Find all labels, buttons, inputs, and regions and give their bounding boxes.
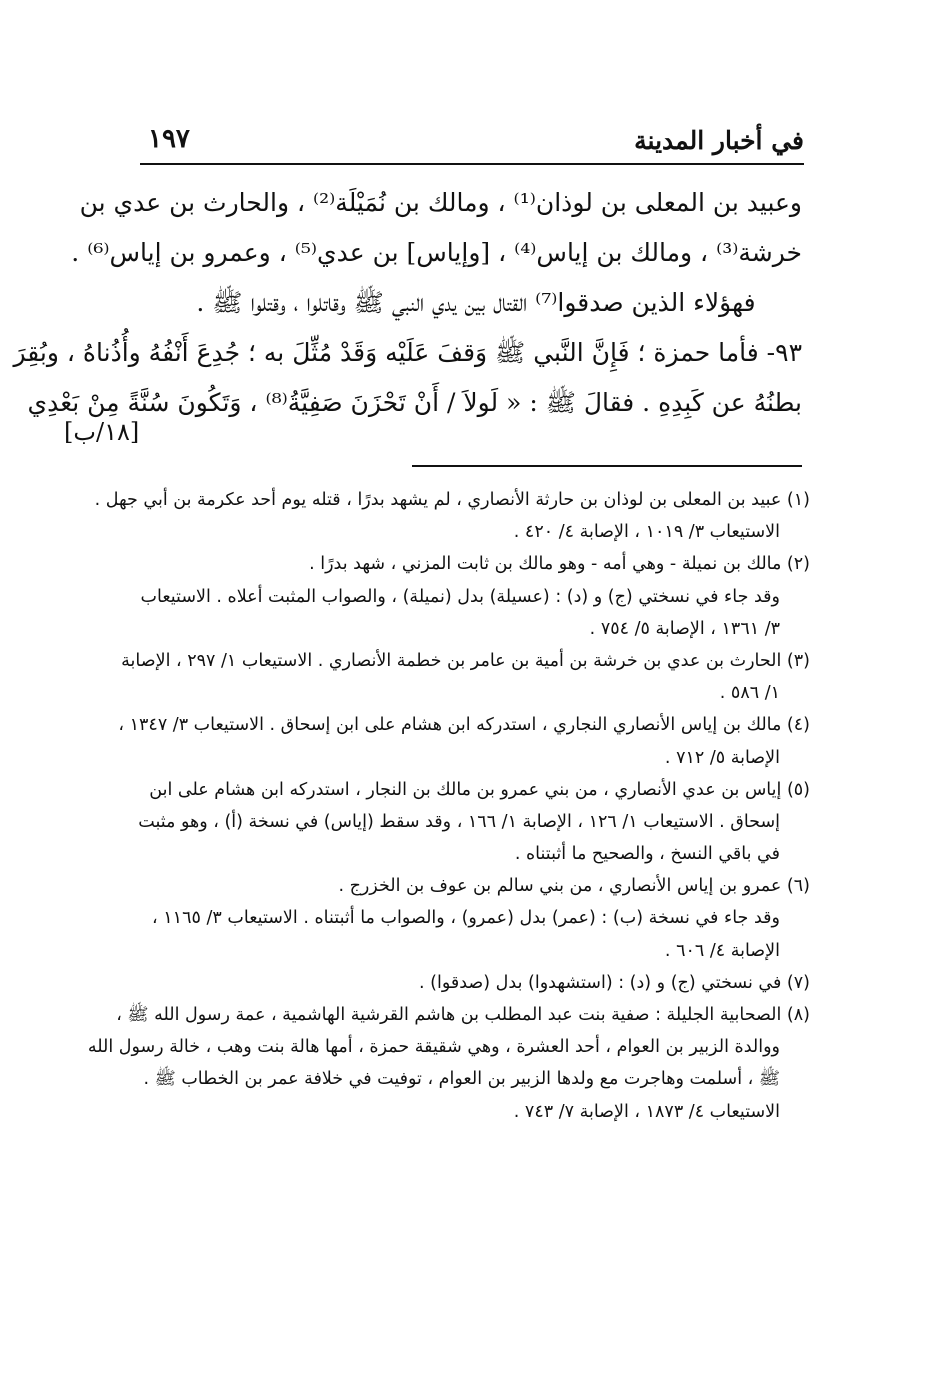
main-text bbox=[13, 178, 802, 428]
footnote-line: (٤) مالك بن إياس الأنصاري النجاري ، استدركه ابن هشام على ابن إسحاق . الاستيعاب ٣/ ١٣٤٧ ، bbox=[118, 715, 810, 736]
footnote-line: (٥) إياس بن عدي الأنصاري ، من بني عمرو بن مالك بن النجار ، استدركه ابن هشام على ابن bbox=[149, 779, 810, 800]
footnote-line: ١/ ٥٨٦ . bbox=[719, 683, 780, 704]
footnote-line: الإصابة ٤/ ٦٠٦ . bbox=[664, 940, 780, 961]
footnote-line: وقد جاء في نسختي (ج) و (د) : (عسيلة) بدل (نميلة) ، والصواب المثبت أعلاه . الاستيعاب bbox=[140, 586, 780, 607]
page-header bbox=[140, 120, 804, 164]
main-text-line: ٩٣- فأما حمزة ؛ فَإِنَّ النَّبي ﷺ وَقفَ عَلَيْه وَقَدْ مُثِّلَ به ؛ جُدِعَ أَنْفُهُ وأُذُناهُ ، وبُقِرَ bbox=[13, 338, 802, 367]
footnote-line: (٣) الحارث بن عدي بن خرشة بن أمية بن عامر بن خطمة الأنصاري . الاستيعاب ١/ ٢٩٧ ، الإصابة bbox=[121, 650, 810, 671]
main-text-line: وعبيد بن المعلى بن لوذان⁽¹⁾ ، ومالك بن نُمَيْلَة⁽²⁾ ، والحارث بن عدي بن bbox=[79, 188, 802, 217]
footnote-line: وقد جاء في نسخة (ب) : (عمر) بدل (عمرو) ، والصواب ما أثبتناه . الاستيعاب ٣/ ١١٦٥ ، bbox=[152, 908, 780, 929]
footnote-line: ﷺ ، أسلمت وهاجرت مع ولدها الزبير بن العوام ، توفيت في خلافة عمر بن الخطاب ﷺ . bbox=[143, 1069, 780, 1090]
footnote-line: (٦) عمرو بن إياس الأنصاري ، من بني سالم بن عوف بن الخزرج . bbox=[338, 876, 810, 897]
footnote-line: ٣/ ١٣٦١ ، الإصابة ٥/ ٧٥٤ . bbox=[589, 618, 780, 639]
footnote-line: الاستيعاب ٣/ ١٠١٩ ، الإصابة ٤/ ٤٢٠ . bbox=[513, 522, 780, 543]
footnote-line: في باقي النسخ ، والصحيح ما أثبتناه . bbox=[514, 844, 780, 865]
footnote-line: إسحاق . الاستيعاب ١/ ١٢٦ ، الإصابة ١/ ١٦٦ ، وقد سقط (إياس) في نسخة (أ) ، وهو مثبت bbox=[138, 811, 780, 832]
manuscript-folio-marker: [١٨/ب] bbox=[64, 418, 140, 446]
page-number: ١٩٧ bbox=[148, 124, 190, 154]
footnote-line: ووالدة الزبير بن العوام ، أحد العشرة ، وهي شقيقة حمزة ، أمها هالة بنت وهب ، خالة رسول الله bbox=[87, 1037, 780, 1058]
footnote-line: (٢) مالك بن نميلة - وهي أمه - وهو مالك بن ثابت المزني ، شهد بدرًا . bbox=[309, 554, 810, 575]
footnote-line: (٨) الصحابية الجليلة : صفية بنت عبد المطلب بن هاشم القرشية الهاشمية ، عمة رسول الله ﷺ ، bbox=[116, 1005, 810, 1025]
running-title: في أخبار المدينة bbox=[634, 126, 804, 155]
footnote-line: الإصابة ٥/ ٧١٢ . bbox=[664, 747, 780, 768]
main-text-line: بطنُهُ عن كَبِدِهِ . فقالَ ﷺ : « لَولاَ / أَنْ تَحْزَنَ صَفِيَّةُ⁽⁸⁾ ، وَتَكُونَ سُنَّةً مِنْ بَعْدِي bbox=[27, 388, 802, 417]
footnote-separator bbox=[412, 465, 802, 467]
footnote-line: (١) عبيد بن المعلى بن لوذان بن حارثة الأنصاري ، لم يشهد بدرًا ، قتله يوم أحد عكرمة بن أبي جهل . bbox=[94, 490, 810, 510]
header-rule bbox=[140, 163, 804, 165]
footnote-line: (٧) في نسختي (ج) و (د) : (استشهدوا) بدل (صدقوا) . bbox=[419, 972, 810, 993]
main-text-line: خرشة⁽³⁾ ، ومالك بن إياس⁽⁴⁾ ، [وإياس] بن عدي⁽⁵⁾ ، وعمرو بن إياس⁽⁶⁾ . bbox=[71, 238, 802, 267]
main-text-line: فهؤلاء الذين صدقوا⁽⁷⁾ القتال بين يدي النبي ﷺ وقاتلوا ، وقتلوا ﷺ . bbox=[196, 288, 756, 317]
footnotes bbox=[87, 484, 810, 1128]
footnote-line: الاستيعاب ٤/ ١٨٧٣ ، الإصابة ٧/ ٧٤٣ . bbox=[513, 1101, 780, 1122]
